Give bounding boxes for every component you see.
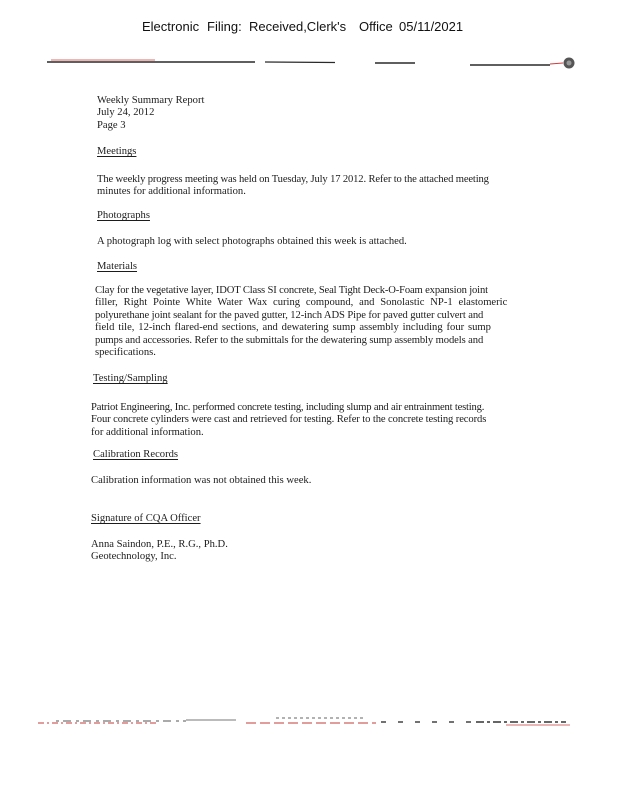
signature-heading: Signature of CQA Officer: [91, 513, 201, 524]
testing-line: Four concrete cylinders were cast and retrieved for testing. Refer to the concrete testing records: [91, 414, 487, 426]
scan-artifact-top: [45, 56, 585, 72]
meetings-heading: Meetings: [97, 146, 137, 157]
materials-heading: Materials: [97, 261, 138, 272]
signature-name: Anna Saindon, P.E., R.G., Ph.D.: [91, 539, 228, 550]
filing-label: Filing:: [207, 19, 242, 34]
materials-line: polyurethane joint sealant for the paved gutter, 12-inch ADS Pipe for paved gutter culvert and: [95, 309, 484, 321]
materials-line: field tile, 12-inch flared-end sections, and dewatering sump assembly including four sump: [95, 322, 491, 334]
meetings-line: The weekly progress meeting was held on Tuesday, July 17 2012. Refer to the attached meeting: [97, 174, 489, 185]
testing-heading: Testing/Sampling: [93, 373, 168, 384]
photographs-paragraph: [97, 236, 407, 248]
report-title: Weekly Summary Report: [97, 95, 205, 106]
calibration-heading: Calibration Records: [93, 449, 179, 460]
testing-line: Patriot Engineering, Inc. performed concrete testing, including slump and air entrainment testing.: [91, 402, 485, 413]
filing-received: Received,Clerk's: [249, 19, 347, 34]
signature-company: Geotechnology, Inc.: [91, 551, 177, 562]
report-page: Page 3: [97, 120, 126, 131]
materials-line: pumps and accessories. Refer to the submittals for the dewatering sump assembly models and: [95, 334, 484, 346]
filing-electronic: Electronic: [142, 19, 200, 34]
testing-paragraph: [91, 402, 486, 439]
report-date: July 24, 2012: [97, 107, 155, 118]
filing-date: 05/11/2021: [399, 19, 464, 34]
photographs-heading: Photographs: [97, 210, 150, 221]
meetings-paragraph: [97, 174, 489, 199]
materials-line: filler, Right Pointe White Water Wax curing compound, and Sonolastic NP-1 elastomeric: [95, 297, 508, 309]
calibration-line: Calibration information was not obtained this week.: [91, 475, 312, 486]
materials-paragraph: [95, 285, 507, 359]
filing-office: Office: [359, 19, 393, 34]
filing-stamp: [0, 19, 618, 37]
photographs-line: A photograph log with select photographs obtained this week is attached.: [97, 236, 407, 247]
scan-artifact-bottom: [36, 714, 572, 728]
materials-line: Clay for the vegetative layer, IDOT Class SI concrete, Seal Tight Deck-O-Foam expansion joint: [95, 285, 488, 296]
calibration-paragraph: [91, 475, 311, 487]
testing-line: for additional information.: [91, 426, 204, 438]
meetings-line: minutes for additional information.: [97, 186, 246, 198]
materials-line: specifications.: [95, 347, 156, 359]
